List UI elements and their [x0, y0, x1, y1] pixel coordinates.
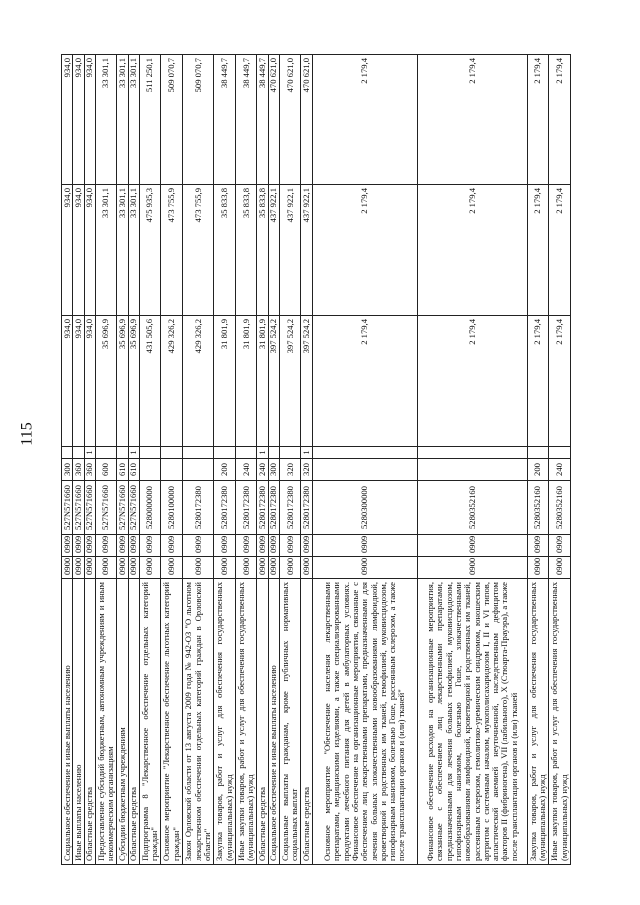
row-section-code: 0909 [182, 535, 214, 557]
row-target-article: 5280352160 [418, 481, 528, 535]
row-target-article: 527N571660 [73, 481, 84, 535]
row-funding-code: 1 [128, 447, 139, 459]
row-section-code: 0909 [268, 535, 279, 557]
row-amount-3: 2 179,4 [312, 55, 417, 185]
row-amount-1: 35 696,9 [128, 316, 139, 447]
row-funding-code [214, 447, 235, 459]
row-amount-1: 2 179,4 [312, 316, 417, 447]
table-row [279, 55, 300, 865]
row-ved-code: 0900 [268, 557, 279, 579]
row-ved-code: 0900 [214, 557, 235, 579]
row-amount-3: 509 070,7 [182, 55, 214, 185]
row-amount-2: 473 755,9 [182, 185, 214, 316]
row-amount-3: 470 621,0 [279, 55, 300, 185]
table-row [214, 55, 235, 865]
row-target-article: 5280352160 [549, 481, 571, 535]
row-amount-3: 2 179,4 [418, 55, 528, 185]
row-target-article: 5280100000 [161, 481, 182, 535]
row-expense-type [139, 459, 160, 481]
row-amount-1: 2 179,4 [418, 316, 528, 447]
row-funding-code [161, 447, 182, 459]
row-expense-type: 600 [95, 459, 116, 481]
row-amount-2: 2 179,4 [418, 185, 528, 316]
row-name: Подпрограмма 8 "Лекарственное обеспечение отдельных категорий граждан" [139, 579, 160, 865]
row-amount-2: 35 833,8 [235, 185, 256, 316]
row-ved-code: 0900 [182, 557, 214, 579]
row-expense-type: 240 [257, 459, 268, 481]
row-funding-code [73, 447, 84, 459]
table-row [549, 55, 571, 865]
row-name: Закупка товаров, работ и услуг для обеспечения государственных (муниципальных) нужд [214, 579, 235, 865]
table-row [161, 55, 182, 865]
row-name: Иные закупки товаров, работ и услуг для обеспечения государственных (муниципальных) нужд [235, 579, 256, 865]
row-amount-2: 2 179,4 [312, 185, 417, 316]
row-funding-code: 1 [257, 447, 268, 459]
row-amount-1: 934,0 [84, 316, 95, 447]
row-ved-code: 0900 [95, 557, 116, 579]
row-funding-code: 1 [84, 447, 95, 459]
rotated-table-container [61, 55, 571, 865]
row-funding-code [117, 447, 128, 459]
row-amount-3: 38 449,7 [214, 55, 235, 185]
row-amount-1: 934,0 [62, 316, 73, 447]
row-name: Социальное обеспечение и иные выплаты населению [62, 579, 73, 865]
row-target-article: 5280172380 [301, 481, 312, 535]
row-name: Социальные выплаты гражданам, кроме публичных нормативных социальных выплат [279, 579, 300, 865]
row-expense-type: 360 [84, 459, 95, 481]
table-row [73, 55, 84, 865]
row-name: Основное мероприятие "Лекарственное обеспечение льготных категорий граждан" [161, 579, 182, 865]
row-name: Закупка товаров, работ и услуг для обеспечения государственных (муниципальных) нужд [527, 579, 548, 865]
row-name: Областные средства [128, 579, 139, 865]
row-ved-code: 0900 [312, 557, 417, 579]
row-ved-code: 0900 [257, 557, 268, 579]
row-amount-1: 31 801,9 [235, 316, 256, 447]
table-body [62, 55, 571, 865]
row-section-code: 0909 [418, 535, 528, 557]
row-ved-code: 0900 [527, 557, 548, 579]
table-row [268, 55, 279, 865]
row-amount-1: 35 696,9 [95, 316, 116, 447]
table-row [62, 55, 73, 865]
row-section-code: 0909 [235, 535, 256, 557]
row-section-code: 0909 [301, 535, 312, 557]
row-amount-2: 2 179,4 [527, 185, 548, 316]
row-amount-2: 33 301,1 [95, 185, 116, 316]
row-amount-2: 475 935,3 [139, 185, 160, 316]
row-section-code: 0909 [84, 535, 95, 557]
table-row [139, 55, 160, 865]
row-target-article: 5280172380 [214, 481, 235, 535]
row-expense-type: 360 [73, 459, 84, 481]
table-row [301, 55, 312, 865]
row-section-code: 0909 [62, 535, 73, 557]
row-expense-type [182, 459, 214, 481]
table-row [257, 55, 268, 865]
row-target-article: 5280172380 [279, 481, 300, 535]
row-amount-1: 431 505,6 [139, 316, 160, 447]
row-expense-type: 200 [527, 459, 548, 481]
table-row [182, 55, 214, 865]
row-ved-code: 0900 [84, 557, 95, 579]
row-expense-type: 300 [268, 459, 279, 481]
row-expense-type [161, 459, 182, 481]
row-funding-code [549, 447, 571, 459]
row-funding-code [279, 447, 300, 459]
row-name: Иные выплаты населению [73, 579, 84, 865]
row-section-code: 0909 [279, 535, 300, 557]
row-target-article: 5280000000 [139, 481, 160, 535]
row-amount-3: 33 301,1 [128, 55, 139, 185]
row-expense-type [418, 459, 528, 481]
row-ved-code: 0900 [128, 557, 139, 579]
row-name: Финансовое обеспечение расходов на организационные мероприятия, связанные с обеспечением лиц лекарственными препаратами, предназначенными для лечения больных гемофилией, муковисцидозом, гипофизарным нанизмом, болезнью Гоше, злокачественными новообразованиями лимфоидной, кроветворной и родственных им тканей, рассеянным склерозом, гемолитико-уремическим синдромом, юношеским артритом с системным началом, мукополисахаридозом I, II и VI типов, апластической анемией неуточненной, наследственным дефицитом факторов II (фибриногена), VII (лабильного), X (Стюарта-Прауэра), а также после трансплантации органов и (или) тканей [418, 579, 528, 865]
row-name: Субсидии бюджетным учреждениям [117, 579, 128, 865]
row-amount-3: 33 301,1 [95, 55, 116, 185]
row-funding-code [418, 447, 528, 459]
row-amount-1: 397 524,2 [268, 316, 279, 447]
row-section-code: 0909 [161, 535, 182, 557]
row-amount-3: 2 179,4 [527, 55, 548, 185]
row-target-article: 5280300000 [312, 481, 417, 535]
row-funding-code [95, 447, 116, 459]
row-amount-1: 429 326,2 [182, 316, 214, 447]
row-section-code: 0909 [312, 535, 417, 557]
row-ved-code: 0900 [62, 557, 73, 579]
row-ved-code: 0900 [117, 557, 128, 579]
row-target-article: 5280352160 [527, 481, 548, 535]
table-row [117, 55, 128, 865]
row-amount-2: 934,0 [73, 185, 84, 316]
row-funding-code [62, 447, 73, 459]
row-target-article: 5280172380 [268, 481, 279, 535]
row-amount-2: 934,0 [84, 185, 95, 316]
row-expense-type: 610 [128, 459, 139, 481]
row-amount-1: 397 524,2 [301, 316, 312, 447]
row-section-code: 0909 [527, 535, 548, 557]
row-expense-type: 240 [235, 459, 256, 481]
row-amount-3: 934,0 [73, 55, 84, 185]
row-target-article: 527N571660 [84, 481, 95, 535]
row-amount-3: 38 449,7 [257, 55, 268, 185]
row-ved-code: 0900 [139, 557, 160, 579]
row-ved-code: 0900 [418, 557, 528, 579]
row-target-article: 5280172380 [182, 481, 214, 535]
row-name: Основное мероприятие "Обеспечение населения лекарственными препаратами, медицинскими изделиями, а также специализированными продуктами лечебного питания для детей в амбулаторных условиях. Финансовое обеспечение на организационные мероприятия, связанные с обеспечением лиц лекарственными препаратами, предназначенными для лечения больных злокачественными новообразованиями лимфоидной, кроветворной и родственных им тканей, гемофилией, муковисцидозом, гипофизарным нанизмом, болезнью Гоше, рассеянным склерозом, а также после трансплантации органов и (или) тканей" [312, 579, 417, 865]
row-amount-1: 31 801,9 [214, 316, 235, 447]
row-amount-2: 934,0 [62, 185, 73, 316]
row-amount-2: 33 301,1 [128, 185, 139, 316]
row-amount-2: 35 833,8 [214, 185, 235, 316]
row-name: Областные средства [257, 579, 268, 865]
row-section-code: 0909 [73, 535, 84, 557]
table-row [128, 55, 139, 865]
row-target-article: 5280172380 [257, 481, 268, 535]
row-amount-2: 35 833,8 [257, 185, 268, 316]
row-amount-1: 2 179,4 [527, 316, 548, 447]
row-target-article: 527N571660 [128, 481, 139, 535]
row-name: Областные средства [301, 579, 312, 865]
row-amount-2: 437 922,1 [268, 185, 279, 316]
row-amount-2: 437 922,1 [301, 185, 312, 316]
row-amount-3: 470 621,0 [268, 55, 279, 185]
row-name: Областные средства [84, 579, 95, 865]
row-funding-code: 1 [301, 447, 312, 459]
budget-table [61, 54, 571, 865]
row-section-code: 0909 [139, 535, 160, 557]
row-funding-code [139, 447, 160, 459]
table-row [235, 55, 256, 865]
row-funding-code [527, 447, 548, 459]
row-amount-3: 2 179,4 [549, 55, 571, 185]
row-name: Иные закупки товаров, работ и услуг для обеспечения государственных (муниципальных) нужд [549, 579, 571, 865]
row-amount-1: 397 524,2 [279, 316, 300, 447]
row-section-code: 0909 [214, 535, 235, 557]
row-amount-3: 509 070,7 [161, 55, 182, 185]
table-row [527, 55, 548, 865]
row-amount-3: 470 621,0 [301, 55, 312, 185]
row-name: Социальное обеспечение и иные выплаты населению [268, 579, 279, 865]
row-funding-code [312, 447, 417, 459]
page-number: 115 [18, 422, 36, 446]
row-name: Предоставление субсидий бюджетным, автономным учреждениям и иным некоммерческим организациям [95, 579, 116, 865]
row-amount-1: 35 696,9 [117, 316, 128, 447]
row-amount-1: 2 179,4 [549, 316, 571, 447]
row-section-code: 0909 [257, 535, 268, 557]
table-row [312, 55, 417, 865]
row-expense-type: 320 [279, 459, 300, 481]
row-expense-type: 320 [301, 459, 312, 481]
row-ved-code: 0900 [549, 557, 571, 579]
row-amount-3: 934,0 [84, 55, 95, 185]
row-section-code: 0909 [95, 535, 116, 557]
row-amount-2: 33 301,1 [117, 185, 128, 316]
row-expense-type: 240 [549, 459, 571, 481]
row-funding-code [268, 447, 279, 459]
table-row [418, 55, 528, 865]
row-ved-code: 0900 [301, 557, 312, 579]
row-amount-2: 2 179,4 [549, 185, 571, 316]
row-ved-code: 0900 [73, 557, 84, 579]
row-amount-2: 437 922,1 [279, 185, 300, 316]
row-amount-2: 473 755,9 [161, 185, 182, 316]
row-funding-code [182, 447, 214, 459]
row-expense-type: 200 [214, 459, 235, 481]
row-amount-3: 38 449,7 [235, 55, 256, 185]
row-expense-type [312, 459, 417, 481]
row-expense-type: 610 [117, 459, 128, 481]
row-target-article: 527N571660 [62, 481, 73, 535]
table-row [84, 55, 95, 865]
row-section-code: 0909 [117, 535, 128, 557]
row-amount-3: 511 250,1 [139, 55, 160, 185]
row-amount-3: 934,0 [62, 55, 73, 185]
row-target-article: 5280172380 [235, 481, 256, 535]
row-ved-code: 0900 [279, 557, 300, 579]
row-target-article: 527N571660 [117, 481, 128, 535]
table-row [95, 55, 116, 865]
row-ved-code: 0900 [161, 557, 182, 579]
row-ved-code: 0900 [235, 557, 256, 579]
row-section-code: 0909 [128, 535, 139, 557]
row-funding-code [235, 447, 256, 459]
row-amount-3: 33 301,1 [117, 55, 128, 185]
row-section-code: 0909 [549, 535, 571, 557]
row-expense-type: 300 [62, 459, 73, 481]
row-amount-1: 429 326,2 [161, 316, 182, 447]
row-name: Закон Орловской области от 13 августа 2009 года № 942-ОЗ "О льготном лекарственном обеспечении отдельных категорий граждан в Орловской области" [182, 579, 214, 865]
row-amount-1: 934,0 [73, 316, 84, 447]
row-amount-1: 31 801,9 [257, 316, 268, 447]
row-target-article: 527N571660 [95, 481, 116, 535]
